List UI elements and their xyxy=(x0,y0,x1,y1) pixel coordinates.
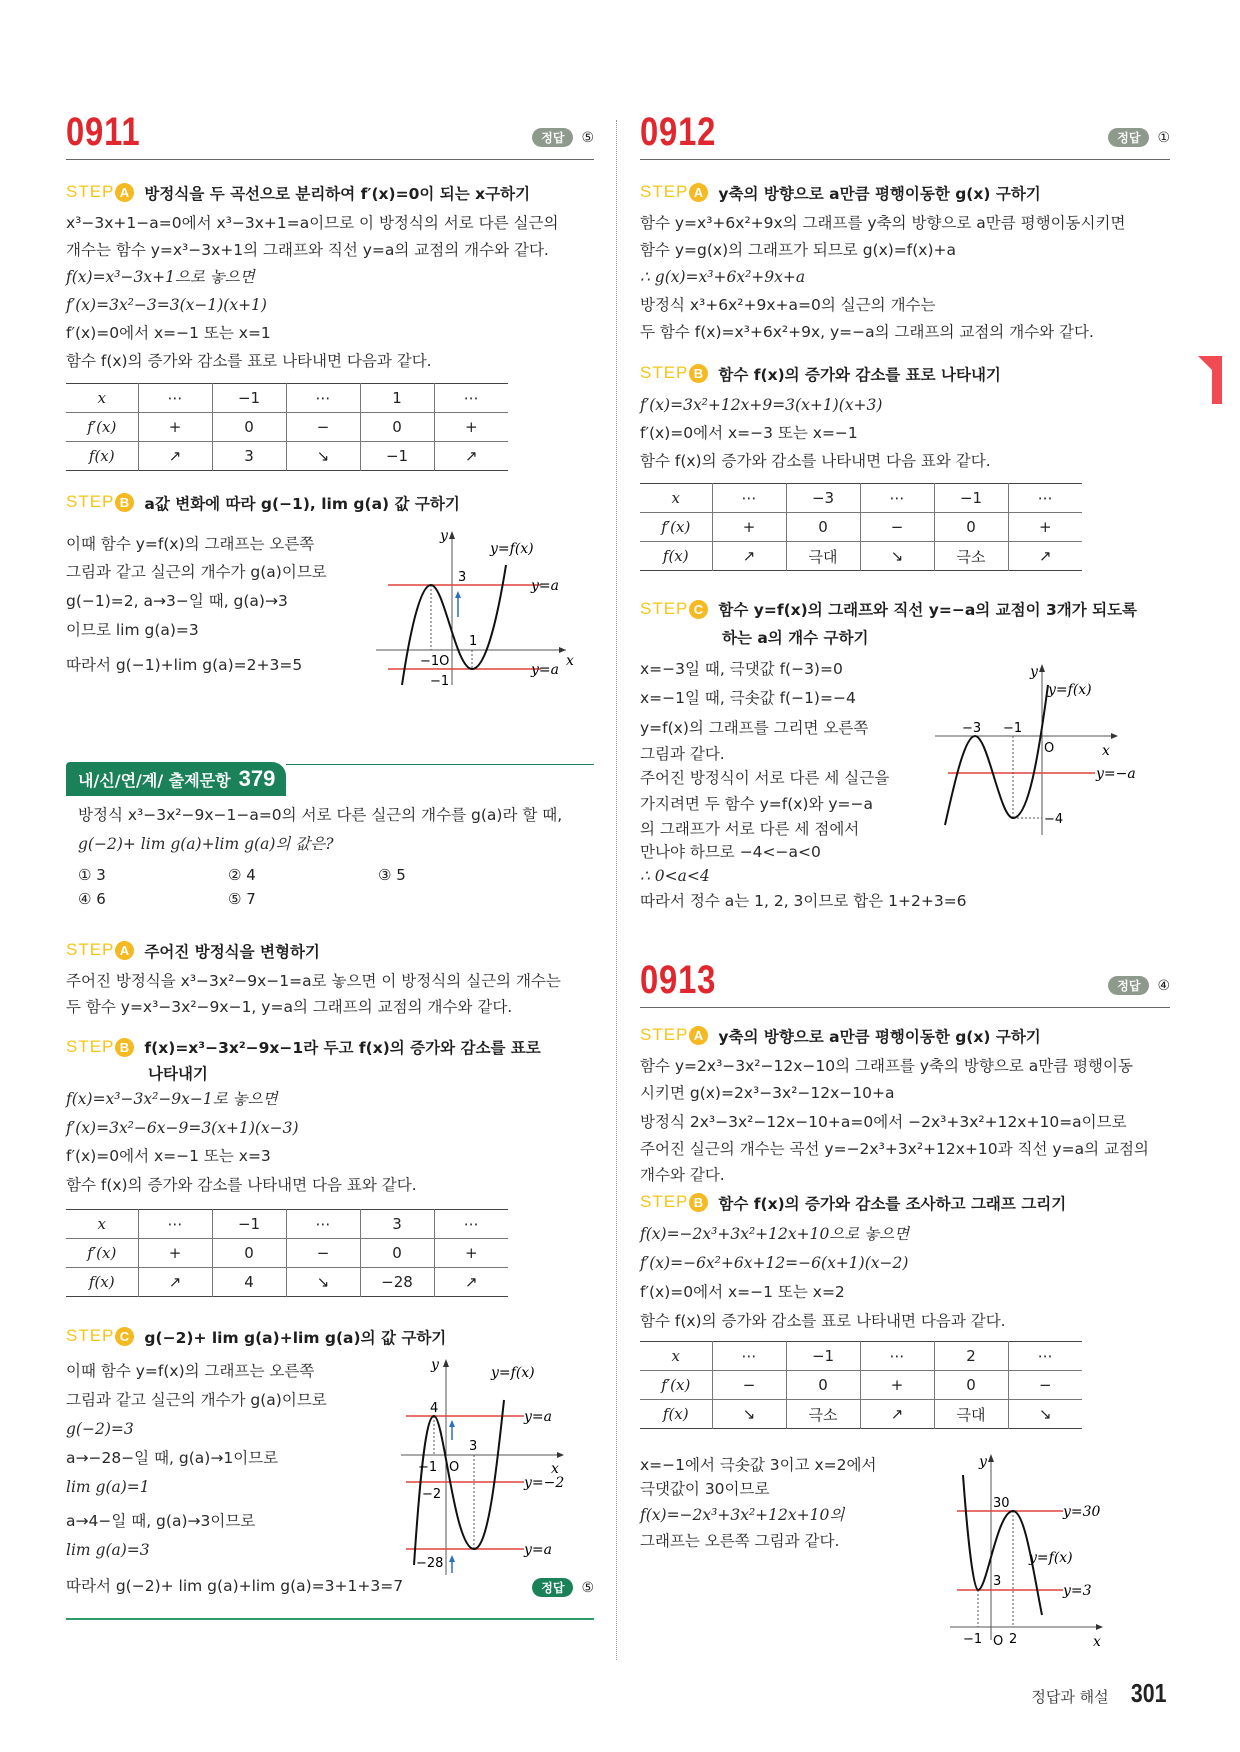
problem-number: 0912 xyxy=(640,110,717,154)
text-line: f(x)=x³−3x+1으로 놓으면 xyxy=(66,268,255,286)
svg-text:y=a: y=a xyxy=(531,662,559,678)
text-line: 그림과 같고 실근의 개수가 g(a)이므로 xyxy=(66,563,327,581)
step-title: 방정식을 두 곡선으로 분리하여 f′(x)=0이 되는 x구하기 xyxy=(144,185,531,203)
svg-text:y=a: y=a xyxy=(524,1409,552,1425)
choice-2[interactable]: ② 4 xyxy=(228,866,256,884)
svg-text:x: x xyxy=(1093,1634,1101,1650)
step-b-heading: STEP B f(x)=x³−3x²−9x−1라 두고 f(x)의 증가와 감소를 표로 나타내기 xyxy=(66,1037,541,1083)
svg-text:y: y xyxy=(1030,664,1038,680)
choice-1[interactable]: ① 3 xyxy=(78,866,106,884)
step-title: g(−2)+ lim g(a)+lim g(a)의 값 구하기 xyxy=(144,1329,447,1347)
text-line: 개수와 같다. xyxy=(640,1166,725,1184)
text-line: f′(x)=0에서 x=−3 또는 x=−1 xyxy=(640,424,858,442)
svg-text:y=f(x): y=f(x) xyxy=(491,1365,535,1381)
column-divider xyxy=(616,120,617,1660)
svg-text:1: 1 xyxy=(469,634,478,649)
text-line: f′(x)=3x²+12x+9=3(x+1)(x+3) xyxy=(640,396,883,414)
variation-table: x ⋯ −1 ⋯ 1 ⋯ f′(x) + 0 − 0 + f(x) ↗ 3 ↘ −1 ↗ xyxy=(66,383,508,471)
text-line: x=−1에서 극솟값 3이고 x=2에서 xyxy=(640,1456,877,1474)
problem-0911-header xyxy=(66,104,594,160)
svg-text:y=3: y=3 xyxy=(1063,1583,1092,1599)
text-line: g(−1)=2, a→3−일 때, g(a)→3 xyxy=(66,592,288,610)
svg-text:−28: −28 xyxy=(416,1556,444,1571)
text-line: 따라서 정수 a는 1, 2, 3이므로 합은 1+2+3=6 xyxy=(640,892,967,910)
text-line: 함수 f(x)의 증가와 감소를 나타내면 다음 표와 같다. xyxy=(640,452,991,470)
text-line: 그림과 같고 실근의 개수가 g(a)이므로 xyxy=(66,1391,327,1409)
problem-number: 0911 xyxy=(66,110,141,154)
step-a-heading: STEP A y축의 방향으로 a만큼 평행이동한 g(x) 구하기 xyxy=(640,182,1041,203)
svg-text:y: y xyxy=(979,1454,987,1470)
text-line: 그래프는 오른쪽 그림과 같다. xyxy=(640,1532,840,1550)
svg-text:y=f(x): y=f(x) xyxy=(490,541,534,557)
svg-text:−1: −1 xyxy=(430,674,450,689)
step-c-heading: STEP C 함수 y=f(x)의 그래프와 직선 y=−a의 교점이 3개가 되도록 하는 a의 개수 구하기 xyxy=(640,599,1138,647)
svg-text:y=30: y=30 xyxy=(1063,1504,1101,1520)
variation-table: x ⋯ −3 ⋯ −1 ⋯ f′(x) + 0 − 0 + f(x) ↗ 극대 ↘ 극소 ↗ xyxy=(640,483,1082,571)
text-line: f′(x)=3x²−6x−9=3(x+1)(x−3) xyxy=(66,1119,299,1137)
svg-text:y: y xyxy=(431,1357,439,1373)
text-line: 두 함수 y=x³−3x²−9x−1, y=a의 그래프의 교점의 개수와 같다. xyxy=(66,998,513,1016)
answer-value: ⑤ xyxy=(581,1579,594,1596)
svg-text:x: x xyxy=(1102,743,1110,759)
choice-5[interactable]: ⑤ 7 xyxy=(228,890,256,908)
text-line: f′(x)=0에서 x=−1 또는 x=1 xyxy=(66,324,271,342)
text-line: 주어진 방정식을 x³−3x²−9x−1=a로 놓으면 이 방정식의 실근의 개수는 xyxy=(66,972,561,990)
answer-value: ⑤ xyxy=(581,129,594,146)
footer-label: 정답과 해설 xyxy=(1031,1688,1109,1706)
step-a-heading: STEP A 주어진 방정식을 변형하기 xyxy=(66,940,320,961)
text-line: f′(x)=0에서 x=−1 또는 x=2 xyxy=(640,1283,845,1301)
svg-text:y=−a: y=−a xyxy=(1096,766,1136,782)
text-line: 그림과 같다. xyxy=(640,745,725,763)
text-line: 주어진 방정식이 서로 다른 세 실근을 xyxy=(640,769,890,787)
answer-value: ④ xyxy=(1157,977,1170,994)
cubic-graph-0912 xyxy=(930,660,1170,840)
page-footer xyxy=(1031,1678,1170,1709)
cubic-graph-naesin xyxy=(396,1355,596,1580)
answer-indicator xyxy=(532,128,594,147)
answer-value: ① xyxy=(1157,129,1170,146)
step-title: y축의 방향으로 a만큼 평행이동한 g(x) 구하기 xyxy=(718,1028,1041,1046)
text-line: f′(x)=0에서 x=−1 또는 x=3 xyxy=(66,1147,271,1165)
svg-text:−1: −1 xyxy=(1003,721,1023,736)
naesin-banner xyxy=(66,762,594,796)
svg-text:y=a: y=a xyxy=(524,1542,552,1558)
svg-text:3: 3 xyxy=(993,1574,1002,1589)
svg-text:x: x xyxy=(566,653,574,669)
step-c-heading: STEP C g(−2)+ lim g(a)+lim g(a)의 값 구하기 xyxy=(66,1326,447,1347)
step-a-heading: STEP A y축의 방향으로 a만큼 평행이동한 g(x) 구하기 xyxy=(640,1025,1041,1046)
step-label: STEP A xyxy=(66,182,134,202)
svg-text:y=f(x): y=f(x) xyxy=(1029,1550,1073,1566)
text-line: ∴ 0<a<4 xyxy=(640,867,710,885)
svg-text:O: O xyxy=(993,1634,1004,1649)
step-title: 주어진 방정식을 변형하기 xyxy=(144,943,320,961)
text-line: f(x)=x³−3x²−9x−1로 놓으면 xyxy=(66,1090,278,1108)
step-b-heading: STEP B a값 변화에 따라 g(−1), lim g(a) 값 구하기 xyxy=(66,492,460,513)
svg-text:3: 3 xyxy=(458,570,467,585)
variation-table: x ⋯ −1 ⋯ 3 ⋯ f′(x) + 0 − 0 + f(x) ↗ 4 ↘ −28 ↗ xyxy=(66,1209,508,1297)
svg-text:−2: −2 xyxy=(422,1487,442,1502)
text-line: 함수 f(x)의 증가와 감소를 나타내면 다음 표와 같다. xyxy=(66,1176,417,1194)
text-line: f(x)=−2x³+3x²+12x+10의 xyxy=(640,1506,845,1524)
svg-text:−1O: −1O xyxy=(420,654,450,669)
choice-4[interactable]: ④ 6 xyxy=(78,890,106,908)
step-title: y축의 방향으로 a만큼 평행이동한 g(x) 구하기 xyxy=(718,185,1041,203)
text-line: 개수는 함수 y=x³−3x+1의 그래프와 직선 y=a의 교점의 개수와 같다. xyxy=(66,241,549,259)
svg-text:−3: −3 xyxy=(962,721,982,736)
text-line: x=−1일 때, 극솟값 f(−1)=−4 xyxy=(640,689,856,707)
step-a-heading xyxy=(66,182,530,204)
text-line: f′(x)=3x²−3=3(x−1)(x+1) xyxy=(66,296,267,314)
answer-choices xyxy=(78,866,528,908)
svg-text:O: O xyxy=(1044,741,1055,756)
svg-text:2: 2 xyxy=(1009,1632,1018,1647)
svg-text:y=f(x): y=f(x) xyxy=(1048,682,1092,698)
question-text: g(−2)+ lim g(a)+lim g(a)의 값은? xyxy=(78,835,334,853)
svg-text:y: y xyxy=(440,528,448,544)
problem-0912-header xyxy=(640,104,1170,160)
svg-text:30: 30 xyxy=(993,1496,1010,1511)
text-line: 함수 y=x³+6x²+9x의 그래프를 y축의 방향으로 a만큼 평행이동시키면 xyxy=(640,214,1126,232)
svg-text:O: O xyxy=(449,1460,460,1475)
step-title: a값 변화에 따라 g(−1), lim g(a) 값 구하기 xyxy=(144,495,460,513)
cubic-graph-0911 xyxy=(366,525,596,690)
text-line: 따라서 g(−2)+ lim g(a)+lim g(a)=3+1+3=7 xyxy=(66,1577,404,1595)
problem-0913-header xyxy=(640,952,1170,1008)
svg-text:4: 4 xyxy=(430,1401,439,1416)
text-line: f(x)=−2x³+3x²+12x+10으로 놓으면 xyxy=(640,1225,910,1243)
variation-table: x ⋯ −1 ⋯ 2 ⋯ f′(x) − 0 + 0 − f(x) ↘ 극소 ↗ 극대 ↘ xyxy=(640,1341,1082,1429)
step-b-heading: STEP B 함수 f(x)의 증가와 감소를 표로 나타내기 xyxy=(640,363,1001,384)
text-line: 방정식 x³+6x²+9x+a=0의 실근의 개수는 xyxy=(640,296,936,314)
text-line: 이므로 lim g(a)=3 xyxy=(66,621,199,639)
svg-text:−4: −4 xyxy=(1044,812,1064,827)
text-line: g(−2)=3 xyxy=(66,1420,134,1438)
text-line: a→−28−일 때, g(a)→1이므로 xyxy=(66,1449,279,1467)
text-line: 극댓값이 30이므로 xyxy=(640,1480,770,1498)
text-line: 의 그래프가 서로 다른 세 점에서 xyxy=(640,820,860,838)
text-line: 두 함수 f(x)=x³+6x²+9x, y=−a의 그래프의 교점의 개수와 같다. xyxy=(640,323,1094,341)
chapter-tab-marker xyxy=(1212,356,1222,404)
text-line: 가지려면 두 함수 y=f(x)와 y=−a xyxy=(640,795,874,813)
answer-indicator xyxy=(1108,128,1170,147)
text-line: lim g(a)=3 xyxy=(66,1541,150,1559)
answer-indicator xyxy=(532,1578,594,1597)
section-footer-line xyxy=(66,1618,594,1620)
svg-text:x: x xyxy=(551,1461,559,1477)
text-line: ∴ g(x)=x³+6x²+9x+a xyxy=(640,268,806,286)
answer-badge: 정답 xyxy=(1108,976,1149,995)
svg-text:−1: −1 xyxy=(963,1632,983,1647)
page-number: 301 xyxy=(1130,1678,1167,1708)
text-line: 함수 f(x)의 증가와 감소를 표로 나타내면 다음과 같다. xyxy=(66,352,432,370)
text-line: 함수 f(x)의 증가와 감소를 표로 나타내면 다음과 같다. xyxy=(640,1312,1006,1330)
step-title: f(x)=x³−3x²−9x−1라 두고 f(x)의 증가와 감소를 표로 xyxy=(144,1039,541,1057)
problem-number: 0913 xyxy=(640,958,717,1002)
text-line: 따라서 g(−1)+lim g(a)=2+3=5 xyxy=(66,656,303,674)
banner-tab: 내/신/연/계/ 출제문항 379 xyxy=(66,762,286,796)
text-line: lim g(a)=1 xyxy=(66,1478,150,1496)
text-line: 방정식 2x³−3x²−12x−10+a=0에서 −2x³+3x²+12x+10=a이므로 xyxy=(640,1113,1127,1131)
text-line: 이때 함수 y=f(x)의 그래프는 오른쪽 xyxy=(66,535,315,553)
answer-badge: 정답 xyxy=(532,1578,573,1597)
text-line: 이때 함수 y=f(x)의 그래프는 오른쪽 xyxy=(66,1362,315,1380)
answer-indicator xyxy=(1108,976,1170,995)
text-line: 주어진 실근의 개수는 곡선 y=−2x³+3x²+12x+10과 직선 y=a의 교점의 xyxy=(640,1140,1149,1158)
cubic-graph-0913 xyxy=(945,1450,1175,1650)
svg-text:−1: −1 xyxy=(418,1460,438,1475)
svg-text:y=−2: y=−2 xyxy=(524,1475,565,1491)
answer-badge: 정답 xyxy=(532,128,573,147)
text-line: 함수 y=g(x)의 그래프가 되므로 g(x)=f(x)+a xyxy=(640,241,957,259)
text-line: 함수 y=2x³−3x²−12x−10의 그래프를 y축의 방향으로 a만큼 평행이동 xyxy=(640,1057,1133,1075)
text-line: y=f(x)의 그래프를 그리면 오른쪽 xyxy=(640,719,869,737)
step-title: 함수 f(x)의 증가와 감소를 표로 나타내기 xyxy=(718,366,1001,384)
text-line: 만나야 하므로 −4<−a<0 xyxy=(640,843,821,861)
text-line: a→4−일 때, g(a)→3이므로 xyxy=(66,1512,256,1530)
text-line: f′(x)=−6x²+6x+12=−6(x+1)(x−2) xyxy=(640,1254,909,1272)
text-line: x=−3일 때, 극댓값 f(−3)=0 xyxy=(640,660,843,678)
text-line: 시키면 g(x)=2x³−3x²−12x−10+a xyxy=(640,1084,895,1102)
answer-badge: 정답 xyxy=(1108,128,1149,147)
step-title: 함수 f(x)의 증가와 감소를 조사하고 그래프 그리기 xyxy=(718,1195,1067,1213)
choice-3[interactable]: ③ 5 xyxy=(378,866,406,884)
svg-text:y=a: y=a xyxy=(531,578,559,594)
question-text: 방정식 x³−3x²−9x−1−a=0의 서로 다른 실근의 개수를 g(a)라 할 때, xyxy=(78,806,563,824)
step-b-heading: STEP B 함수 f(x)의 증가와 감소를 조사하고 그래프 그리기 xyxy=(640,1192,1067,1213)
svg-text:3: 3 xyxy=(469,1439,478,1454)
text-line: x³−3x+1−a=0에서 x³−3x+1=a이므로 이 방정식의 서로 다른 실근의 xyxy=(66,214,559,232)
step-title: 함수 y=f(x)의 그래프와 직선 y=−a의 교점이 3개가 되도록 xyxy=(718,601,1138,619)
